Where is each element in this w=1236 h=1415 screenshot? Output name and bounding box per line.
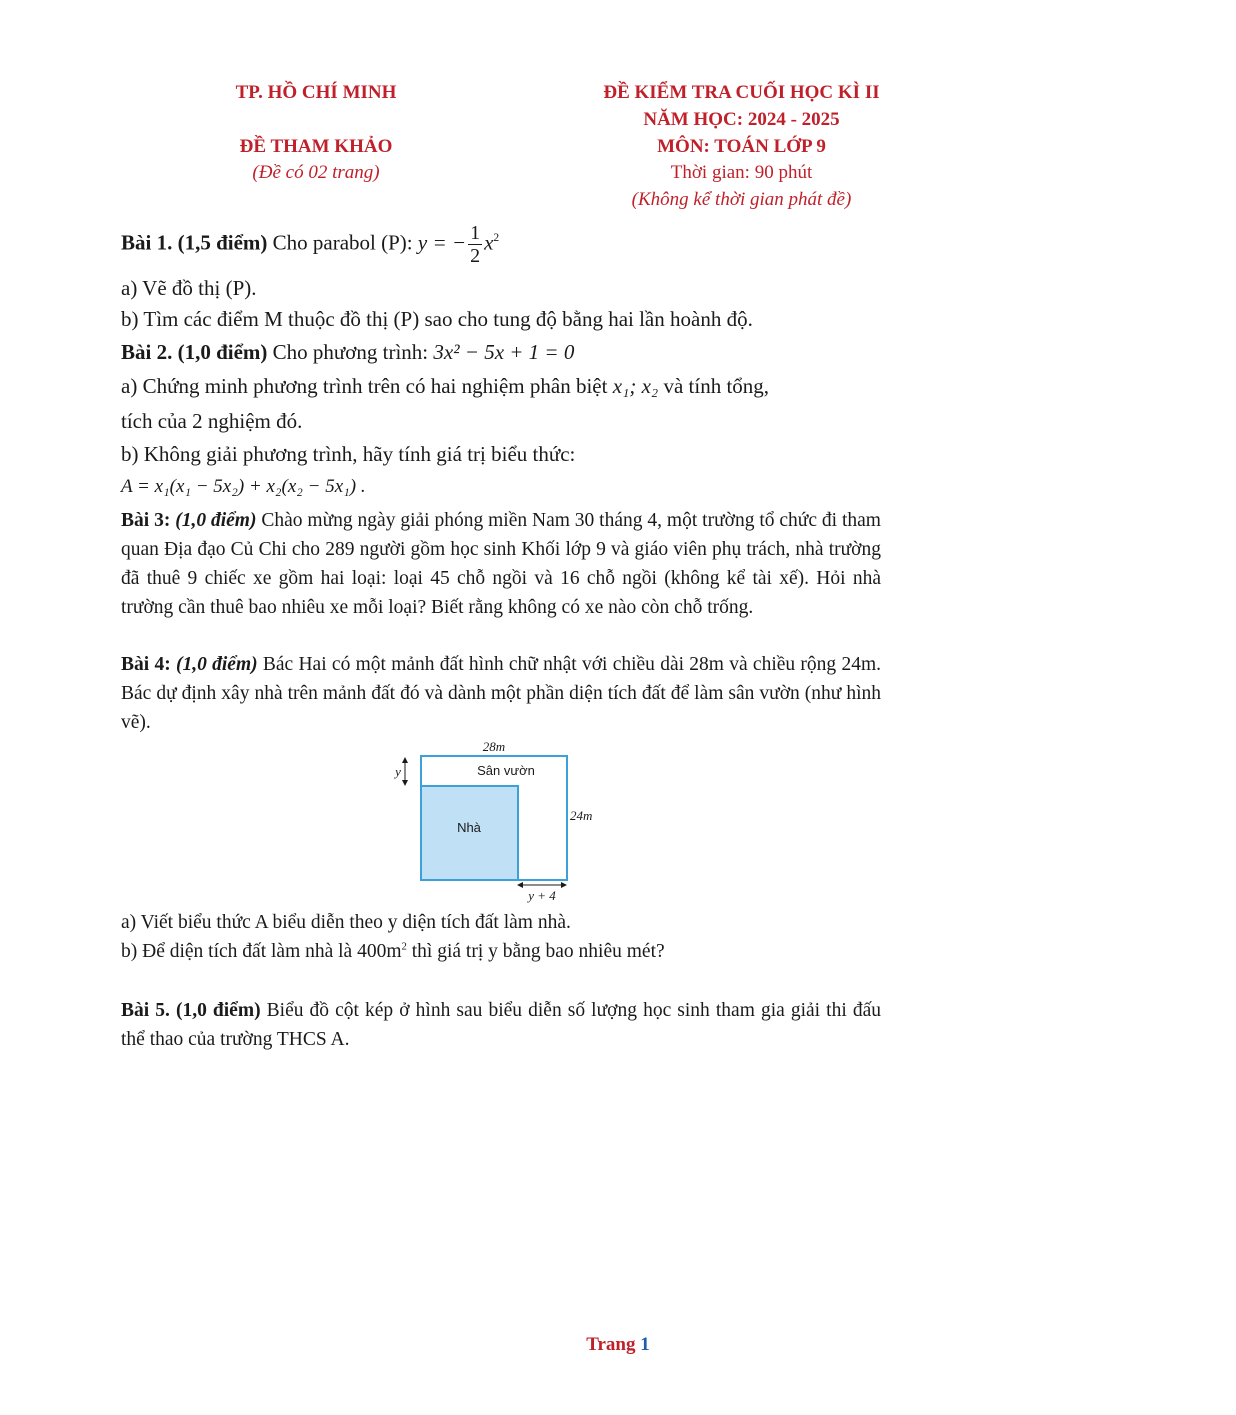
- header-exam-title: ĐỀ KIỂM TRA CUỐI HỌC KÌ II: [603, 82, 880, 103]
- bai2-part-a-text: a) Chứng minh phương trình trên có hai nghiệm phân biệt: [121, 374, 613, 398]
- bai2-roots: x₁; x₂: [612, 374, 659, 398]
- bai2-part-a-tail: và tính tổng,: [658, 374, 770, 398]
- bai1-part-a: a) Vẽ đồ thị (P).: [121, 276, 257, 300]
- bai1-frac-den: 2: [470, 245, 481, 267]
- header-city: TP. HỒ CHÍ MINH: [235, 82, 397, 103]
- y-arrow-up: [402, 757, 408, 763]
- bai1-statement: [121, 222, 881, 267]
- bai2-part-b: b) Không giải phương trình, hãy tính giá trị biểu thức:: [121, 442, 576, 466]
- bai2-statement: [121, 340, 881, 365]
- bai1-frac-num: 1: [470, 222, 481, 244]
- footer-page-number: 1: [640, 1334, 650, 1355]
- header-exam-type: ĐỀ THAM KHẢO: [239, 136, 393, 157]
- bai2-equation: 3x² − 5x + 1 = 0: [433, 340, 575, 364]
- bai1-eq-rhs: x: [484, 230, 494, 255]
- bai1-part-b: b) Tìm các điểm M thuộc đồ thị (P) sao cho tung độ bằng hai lần hoành độ.: [121, 307, 753, 331]
- top-length-label: 28m: [482, 739, 506, 754]
- bai3-text: Chào mừng ngày giải phóng miền Nam 30 tháng 4, một trường tổ chức đi tham quan Địa đạo Củ Chi cho 289 người gồm học sinh Khối lớp 9 và giáo viên phụ trách, nhà trường đã thuê 9 chiếc xe gồm hai loại: loại 45 chỗ ngồi và 16 chỗ ngồi (không kể tài xế). Hỏi nhà trường cần thuê bao nhiêu xe mỗi loại? Biết rằng không có xe nào còn chỗ trống.: [121, 510, 881, 618]
- header-duration-note: (Không kể thời gian phát đề): [631, 189, 852, 210]
- bai4-part-b-sup: 2: [401, 940, 407, 953]
- bai1-text: Cho parabol (P):: [267, 230, 418, 255]
- bai2-part-a-line2: tích của 2 nghiệm đó.: [121, 409, 303, 433]
- bai5-paragraph: [121, 996, 881, 1054]
- bai4-part-b-post: thì giá trị y bằng bao nhiêu mét?: [406, 941, 665, 962]
- bai1-eq-lhs: y = −: [417, 230, 467, 255]
- bai3-paragraph: [121, 506, 881, 622]
- bai2-text: Cho phương trình:: [267, 340, 434, 364]
- bai3-points: (1,0 điểm): [170, 510, 257, 531]
- bai4-part-b: [121, 940, 881, 963]
- header-school-year: NĂM HỌC: 2024 - 2025: [643, 109, 840, 130]
- bai4-points: (1,0 điểm): [170, 654, 258, 675]
- header-pages-note: (Đề có 02 trang): [252, 162, 380, 183]
- bai5-label: Bài 5. (1,0 điểm): [121, 1000, 261, 1021]
- bai2-expression: A = x₁(x₁ − 5x₂) + x₂(x₂ − 5x₁) .: [121, 476, 366, 497]
- bai4-paragraph: [121, 650, 881, 737]
- left-y-label: y: [395, 764, 401, 779]
- bai2-label: Bài 2. (1,0 điểm): [121, 340, 268, 364]
- house-label: Nhà: [457, 820, 481, 835]
- bai2-part-a: [121, 374, 881, 399]
- page-footer: [0, 1334, 1236, 1356]
- footer-page-word: Trang: [586, 1334, 641, 1355]
- bottom-y4-label: y + 4: [528, 888, 556, 903]
- y-arrow-down: [402, 780, 408, 786]
- y4-arrow-right: [561, 882, 567, 888]
- header-subject: MÔN: TOÁN LỚP 9: [657, 136, 826, 157]
- bai4-label: Bài 4:: [121, 654, 171, 675]
- bai1-fraction: [468, 222, 482, 267]
- y4-arrow-left: [517, 882, 523, 888]
- bai4-part-a: a) Viết biểu thức A biểu diễn theo y diện tích đất làm nhà.: [121, 912, 571, 933]
- right-width-label: 24m: [570, 808, 593, 823]
- bai5-text: Biểu đồ cột kép ở hình sau biểu diễn số lượng học sinh tham gia giải thi đấu thể thao của trường THCS A.: [121, 1000, 881, 1050]
- bai4-part-b-pre: b) Để diện tích đất làm nhà là 400m: [121, 941, 402, 962]
- header-duration: Thời gian: 90 phút: [670, 162, 813, 183]
- bai1-label: Bài 1. (1,5 điểm): [121, 230, 268, 255]
- bai3-label: Bài 3:: [121, 510, 171, 531]
- bai1-eq-exp: 2: [493, 232, 500, 245]
- land-plot-figure: [390, 735, 593, 907]
- garden-label: Sân vườn: [477, 763, 535, 778]
- bai4-text: Bác Hai có một mảnh đất hình chữ nhật với chiều dài 28m và chiều rộng 24m. Bác dự định xây nhà trên mảnh đất đó và dành một phần diện tích đất để làm sân vườn (như hình vẽ).: [121, 654, 881, 733]
